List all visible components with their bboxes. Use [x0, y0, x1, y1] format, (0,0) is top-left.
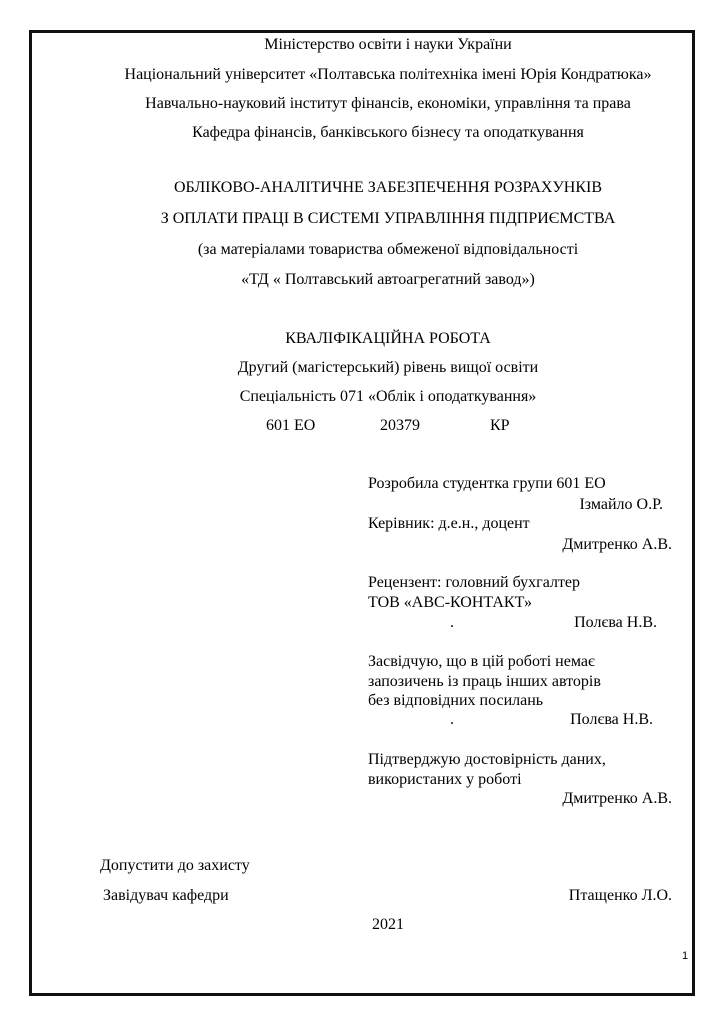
data-confirm-line-2: використаних у роботі — [368, 771, 522, 788]
supervisor-label: Керівник: д.е.н., доцент — [368, 515, 530, 532]
education-level: Другий (магістерський) рівень вищої освіти — [237, 359, 539, 376]
data-confirm-line-1: Підтверджую достовірність даних, — [368, 751, 606, 768]
title-line-4: «ТД « Полтавський автоагрегатний завод») — [241, 271, 535, 288]
originality-name: Полєва Н.В. — [570, 711, 653, 728]
author-name: Ізмайло О.Р. — [579, 496, 663, 513]
department: Кафедра фінансів, банківського бізнесу та оподаткування — [192, 124, 584, 141]
data-confirm-name: Дмитренко А.В. — [562, 790, 672, 807]
work-type: КВАЛІФІКАЦІЙНА РОБОТА — [285, 330, 491, 347]
originality-line-1: Засвідчую, що в цій роботі немає — [368, 653, 595, 670]
year: 2021 — [372, 916, 404, 933]
work-code-group: 601 ЕО — [266, 417, 316, 434]
originality-line-2: запозичень із праць інших авторів — [368, 673, 601, 690]
author-label: Розробила студентка групи 601 ЕО — [368, 475, 606, 492]
head-of-department-name: Птащенко Л.О. — [568, 887, 672, 904]
title-line-3: (за матеріалами товариства обмеженої відповідальності — [197, 241, 579, 258]
university: Національний університет «Полтавська політехніка імені Юрія Кондратюка» — [124, 66, 652, 83]
reviewer-label: Рецензент: головний бухгалтер — [368, 574, 581, 591]
title-line-2: З ОПЛАТИ ПРАЦІ В СИСТЕМІ УПРАВЛІННЯ ПІДПРИЄМСТВА — [160, 210, 616, 227]
title-line-1: ОБЛІКОВО-АНАЛІТИЧНЕ ЗАБЕЗПЕЧЕННЯ РОЗРАХУНКІВ — [173, 179, 602, 196]
reviewer-company: ТОВ «АВС-КОНТАКТ» — [368, 594, 532, 611]
ministry: Міністерство освіти і науки України — [264, 36, 512, 53]
work-code-type: КР — [490, 417, 510, 434]
page-number: 1 — [682, 950, 689, 962]
reviewer-name: Полєва Н.В. — [574, 614, 657, 631]
work-code-number: 20379 — [380, 417, 420, 434]
originality-signature-dot: . — [450, 711, 454, 728]
reviewer-signature-dot: . — [450, 614, 454, 631]
admit-to-defense: Допустити до захисту — [100, 857, 250, 874]
head-of-department-label: Завідувач кафедри — [103, 887, 229, 904]
originality-line-3: без відповідних посилань — [368, 692, 544, 709]
specialty: Спеціальність 071 «Облік і оподаткування» — [239, 388, 537, 405]
supervisor-name: Дмитренко А.В. — [562, 536, 672, 553]
institute: Навчально-науковий інститут фінансів, економіки, управління та права — [145, 95, 631, 112]
